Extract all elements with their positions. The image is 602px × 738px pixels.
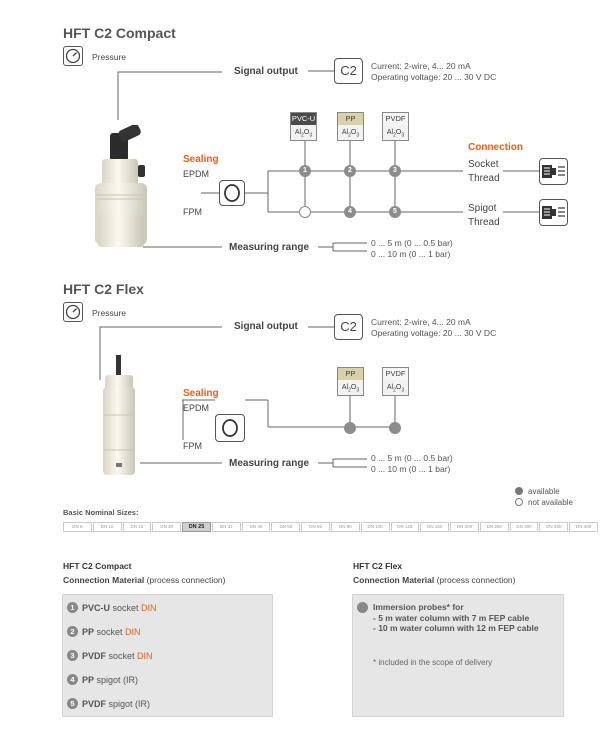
item-material: PP: [82, 674, 95, 685]
node-4: 4: [344, 206, 356, 218]
nominal-size-cell: DN 15: [123, 522, 152, 532]
compact-material-item-4: [67, 674, 138, 685]
compact-range-2: 0 ... 10 m (0 ... 1 bar): [371, 249, 451, 259]
flex-epdm-label: EPDM: [183, 403, 210, 413]
flex-range-1: 0 ... 5 m (0 ... 0.5 bar): [371, 453, 453, 463]
flex-connector-lines: [0, 280, 602, 480]
nominal-size-cell: DN 40: [242, 522, 271, 532]
nominal-size-cell: DN 8: [63, 522, 92, 532]
compact-fpm-label: FPM: [183, 207, 202, 217]
material-ceramic-label: $Al_2O_3$: [294, 129, 313, 139]
nominal-size-cell: DN 150: [420, 522, 449, 532]
compact-title: HFT C2 Compact: [63, 25, 176, 41]
item-text: spigot (IR): [106, 698, 151, 709]
flex-materials-title: HFT C2 Flex: [353, 561, 403, 571]
nominal-size-cell: DN 80: [331, 522, 360, 532]
compact-material-pp: [337, 112, 364, 141]
flex-node-pvdf: [389, 422, 401, 434]
flex-range-2: 0 ... 10 m (0 ... 1 bar): [371, 464, 451, 474]
item-number: 1: [67, 602, 78, 613]
flex-probe-text: [373, 602, 539, 634]
compact-epdm-label: EPDM: [183, 169, 210, 179]
not-available-dot-icon: [515, 498, 523, 506]
flex-material-pp: [337, 367, 364, 396]
subtitle-bold: Connection Material: [63, 575, 145, 585]
probe-line-3: - 10 m water column with 12 m FEP cable: [373, 623, 539, 633]
item-number: 2: [67, 626, 78, 637]
compact-measuring-range-label: Measuring range: [229, 242, 310, 253]
flex-c2-box: C2: [334, 314, 363, 340]
socket-thread-icon: [539, 158, 568, 185]
flex-voltage: Operating voltage: 20 ... 30 V DC: [371, 328, 497, 338]
pressure-label: Pressure: [92, 52, 127, 62]
item-standard: DIN: [141, 602, 157, 613]
nominal-size-cell: DN 10: [93, 522, 122, 532]
flex-seal-ring-icon: [215, 414, 245, 442]
material-ceramic-label: $Al_2O_3$: [386, 129, 405, 139]
material-label: PVC-U: [291, 114, 316, 123]
nominal-size-cell: DN 20: [152, 522, 181, 532]
flex-materials-panel: [352, 594, 564, 717]
nominal-size-cell: DN 25: [182, 522, 211, 532]
compact-materials-title: HFT C2 Compact: [63, 561, 132, 571]
node-3: 3: [389, 165, 401, 177]
item-material: PVDF: [82, 698, 107, 709]
flex-signal-output-label: Signal output: [234, 321, 298, 332]
subtitle-rest: (process connection): [144, 575, 226, 585]
available-dot-icon: [357, 602, 368, 613]
material-label: PVDF: [383, 113, 408, 125]
thread-label-2: Thread: [468, 217, 500, 228]
nominal-size-cell: DN 200: [450, 522, 479, 532]
compact-range-1: 0 ... 5 m (0 ... 0.5 bar): [371, 238, 453, 248]
compact-material-item-3: [67, 650, 153, 661]
material-ceramic-label: $Al_2O_3$: [386, 384, 405, 394]
node-1: 1: [299, 165, 311, 177]
spigot-label: Spigot: [468, 203, 497, 214]
node-empty: [299, 206, 311, 218]
thread-label-1: Thread: [468, 173, 500, 184]
flex-fpm-label: FPM: [183, 441, 202, 451]
flex-node-pp: [344, 422, 356, 434]
probe-line-2: - 5 m water column with 7 m FEP cable: [373, 612, 530, 623]
node-5: 5: [389, 206, 401, 218]
item-text: spigot (IR): [94, 674, 139, 685]
available-dot-icon: [515, 487, 523, 495]
item-material: PVC-U: [82, 602, 111, 613]
item-number: 3: [67, 650, 78, 661]
compact-voltage: Operating voltage: 20 ... 30 V DC: [371, 72, 497, 82]
material-label: PVDF: [383, 368, 408, 380]
nominal-size-cell: DN 125: [391, 522, 420, 532]
subtitle-rest: (process connection): [434, 575, 516, 585]
spigot-thread-icon: [539, 199, 568, 226]
flex-pressure-label: Pressure: [92, 308, 127, 318]
compact-sensor-image: [85, 125, 160, 250]
flex-seal-bracket: [182, 400, 186, 440]
nominal-size-cell: DN 350: [539, 522, 568, 532]
compact-material-item-1: [67, 602, 157, 613]
nominal-size-cell: DN 32: [212, 522, 241, 532]
legend-available: available: [528, 487, 560, 496]
nominal-size-cell: DN 65: [301, 522, 330, 532]
item-number: 4: [67, 674, 78, 685]
subtitle-bold: Connection Material: [353, 575, 435, 585]
item-material: PP: [82, 626, 95, 637]
compact-current: Current: 2-wire, 4... 20 mA: [371, 61, 471, 71]
flex-probe-image: [95, 355, 145, 480]
flex-note: * included in the scope of delivery: [373, 658, 493, 667]
compact-seal-ring-icon: [219, 180, 245, 206]
item-text: socket: [94, 626, 126, 637]
probe-line-1: Immersion probes* for: [373, 602, 464, 612]
item-standard: DIN: [125, 626, 141, 637]
item-text: socket: [110, 602, 142, 613]
compact-materials-subtitle: [63, 575, 226, 585]
nominal-size-cell: DN 250: [480, 522, 509, 532]
material-ceramic-label: $Al_2O_3$: [341, 384, 360, 394]
nominal-size-cell: DN 300: [510, 522, 539, 532]
nominal-sizes-title: Basic Nominal Sizes:: [63, 508, 139, 517]
nominal-size-cell: DN 50: [271, 522, 300, 532]
compact-material-pvcu: [290, 112, 317, 141]
flex-materials-subtitle: [353, 575, 516, 585]
nominal-sizes-row: [63, 522, 599, 533]
flex-current: Current: 2-wire, 4... 20 mA: [371, 317, 471, 327]
flex-measuring-range-label: Measuring range: [229, 458, 310, 469]
compact-c2-box: C2: [334, 58, 363, 84]
material-ceramic-label: $Al_2O_3$: [341, 129, 360, 139]
node-2: 2: [344, 165, 356, 177]
compact-sealing-label: Sealing: [183, 154, 219, 165]
flex-title: HFT C2 Flex: [63, 281, 144, 297]
compact-material-item-5: [67, 698, 150, 709]
item-number: 5: [67, 698, 78, 709]
item-material: PVDF: [82, 650, 107, 661]
compact-materials-panel: [62, 594, 273, 717]
socket-label: Socket: [468, 159, 499, 170]
flex-sealing-label: Sealing: [183, 388, 219, 399]
compact-material-item-2: [67, 626, 141, 637]
nominal-size-cell: DN 100: [361, 522, 390, 532]
compact-signal-output-label: Signal output: [234, 66, 298, 77]
legend-not-available: not available: [528, 498, 573, 507]
flex-material-pvdf: [382, 367, 409, 396]
material-label: PP: [338, 113, 363, 125]
item-standard: DIN: [137, 650, 153, 661]
connection-label: Connection: [468, 142, 523, 153]
material-label: PP: [338, 368, 363, 380]
nominal-size-cell: DN 400: [569, 522, 598, 532]
item-text: socket: [106, 650, 138, 661]
compact-material-pvdf: [382, 112, 409, 141]
